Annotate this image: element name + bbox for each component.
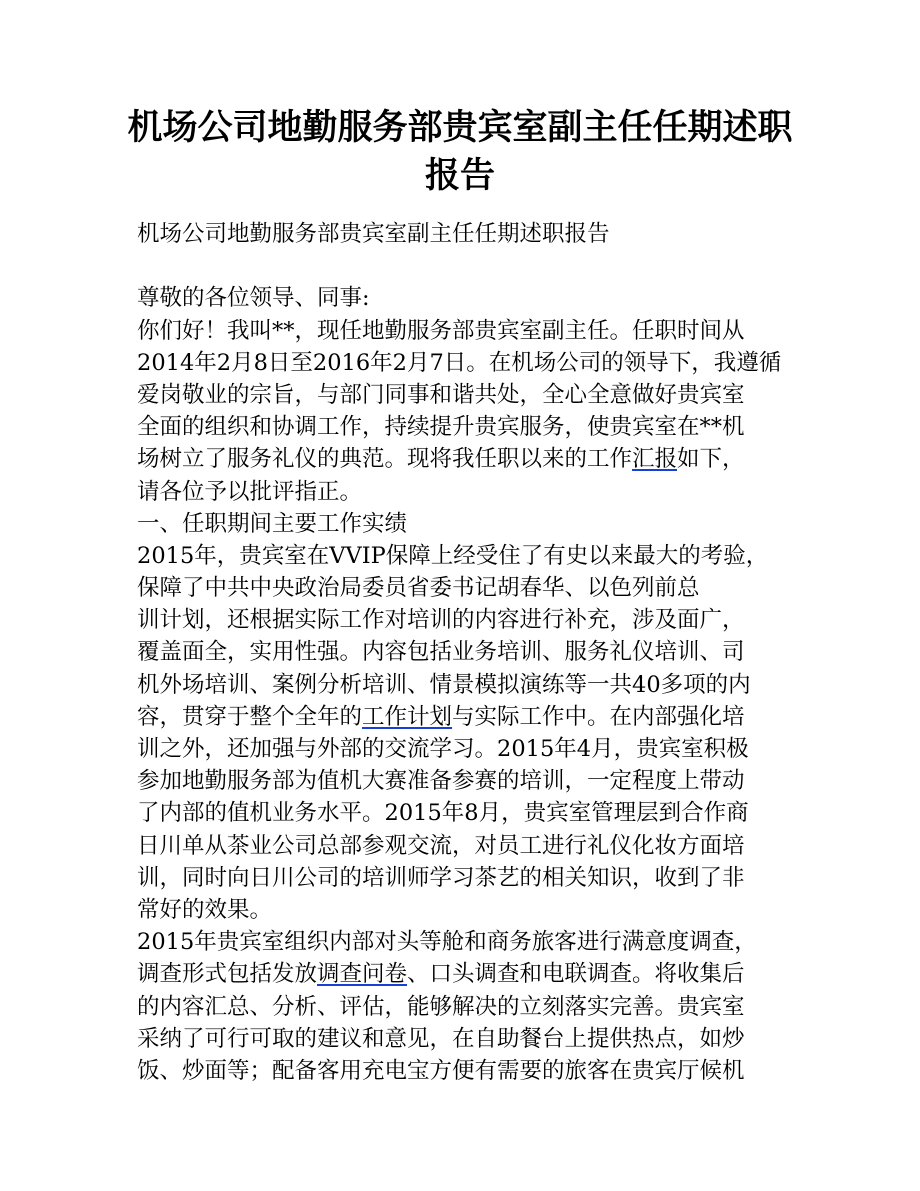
body-line-text: 容，贯穿于整个全年的: [137, 703, 363, 730]
body-line: 参加地勤服务部为值机大赛准备参赛的培训，一定程度上带动: [137, 768, 745, 795]
section-heading: 一、任职期间主要工作实绩: [137, 510, 408, 537]
body-line-text: 调查形式包括发放: [137, 961, 318, 988]
body-line: 2015年贵宾室组织内部对头等舱和商务旅客进行满意度调查，: [137, 929, 757, 956]
body-line: 你们好！我叫**，现任地勤服务部贵宾室副主任。任职时间从: [137, 317, 745, 344]
body-line: 机外场培训、案例分析培训、情景模拟演练等一共40多项的内: [137, 671, 751, 698]
body-line: 爱岗敬业的宗旨，与部门同事和谐共处，全心全意做好贵宾室: [137, 381, 745, 408]
work-plan-link[interactable]: 工作计划: [362, 703, 453, 730]
body-line: 饭、炒面等；配备客用充电宝方便有需要的旅客在贵宾厅候机: [137, 1057, 745, 1084]
body-line: [137, 701, 797, 733]
body-line: 采纳了可行可取的建议和意见，在自助餐台上提供热点，如炒: [137, 1025, 745, 1052]
body-line: 覆盖面全，实用性强。内容包括业务培训、服务礼仪培训、司: [137, 639, 745, 666]
report-link[interactable]: 汇报: [632, 446, 678, 473]
subtitle: 机场公司地勤服务部贵宾室副主任任期述职报告: [137, 221, 610, 247]
title-line-2: 报告: [424, 156, 495, 196]
document-title: [100, 104, 820, 200]
body-line: 2015年，贵宾室在VVIP保障上经受住了有史以来最大的考验，: [137, 542, 769, 569]
salutation: 尊敬的各位领导、同事:: [137, 285, 370, 312]
document-body: [137, 218, 797, 1087]
body-line: 的内容汇总、分析、评估，能够解决的立刻落实完善。贵宾室: [137, 993, 745, 1020]
body-line-text: 与实际工作中。在内部强化培: [452, 703, 745, 730]
body-line-text: 、口头调查和电联调查。将收集后: [407, 961, 745, 988]
body-line: 训，同时向日川公司的培训师学习茶艺的相关知识，收到了非: [137, 864, 745, 891]
body-line: 请各位予以批评指正。: [137, 478, 363, 505]
body-line: [137, 958, 797, 990]
body-line: 日川单从茶业公司总部参观交流，对员工进行礼仪化妆方面培: [137, 832, 745, 859]
body-line: 了内部的值机业务水平。2015年8月，贵宾室管理层到合作商: [137, 800, 749, 827]
body-line: [137, 443, 797, 475]
body-line: 保障了中共中央政治局委员省委书记胡春华、以色列前总: [137, 575, 700, 602]
body-line: 全面的组织和协调工作，持续提升贵宾服务，使贵宾室在**机: [137, 414, 745, 441]
title-line-1: 机场公司地勤服务部贵宾室副主任任期述职: [127, 108, 793, 148]
body-line-text: 如下，: [677, 446, 745, 473]
questionnaire-link[interactable]: 调查问卷: [317, 961, 408, 988]
blank-line: [137, 250, 797, 282]
body-line: 训计划，还根据实际工作对培训的内容进行补充，涉及面广，: [137, 607, 745, 634]
body-line: 训之外，还加强与外部的交流学习。2015年4月，贵宾室积极: [137, 736, 749, 762]
body-line-text: 场树立了服务礼仪的典范。现将我任职以来的工作: [137, 446, 633, 473]
body-line: 常好的效果。: [137, 896, 273, 923]
body-line: 2014年2月8日至2016年2月7日。在机场公司的领导下，我遵循: [137, 349, 782, 376]
